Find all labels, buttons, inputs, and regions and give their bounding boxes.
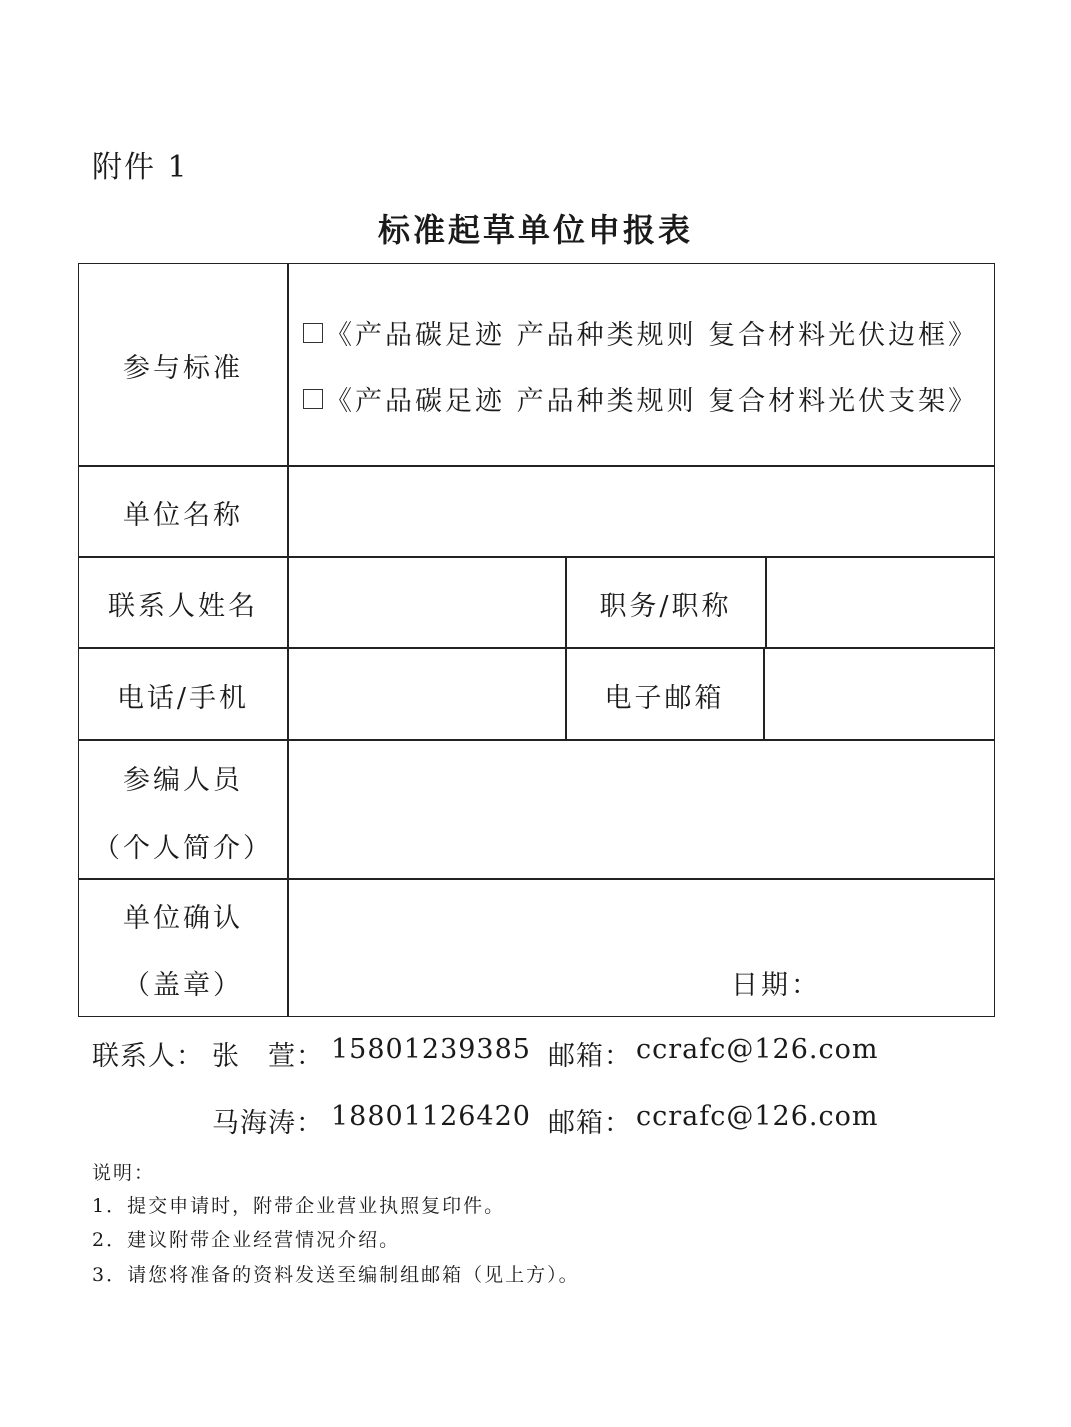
contact-email[interactable]: ccrafc@126.com bbox=[636, 1101, 879, 1132]
contact-email-label: 邮箱： bbox=[548, 1041, 632, 1072]
note-item: 3．请您将准备的资料发送至编制组邮箱（见上方）。 bbox=[92, 1264, 580, 1286]
notes-heading: 说明： bbox=[92, 1162, 156, 1184]
note-item: 1．提交申请时，附带企业营业执照复印件。 bbox=[92, 1195, 506, 1217]
staff-label: 参编人员 bbox=[123, 765, 243, 796]
standard-option-bracket[interactable] bbox=[303, 379, 978, 418]
note-item: 2．建议附带企业经营情况介绍。 bbox=[92, 1229, 401, 1251]
staff-field[interactable] bbox=[289, 741, 994, 878]
checkbox-icon[interactable] bbox=[303, 323, 323, 343]
form-title: 标准起草单位申报表 bbox=[377, 211, 693, 249]
confirm-sublabel: （盖章） bbox=[123, 970, 243, 1001]
checkbox-icon[interactable] bbox=[303, 389, 323, 409]
standards-label: 参与标准 bbox=[123, 353, 243, 384]
standard-option-frame[interactable] bbox=[303, 313, 978, 352]
contact-email[interactable]: ccrafc@126.com bbox=[636, 1034, 879, 1065]
phone-label: 电话/手机 bbox=[116, 683, 250, 714]
phone-field[interactable] bbox=[289, 649, 565, 739]
contact-phone: 18801126420 bbox=[331, 1101, 531, 1132]
position-label: 职务/职称 bbox=[599, 591, 732, 622]
date-label: 日期： bbox=[731, 970, 821, 1001]
staff-sublabel: （个人简介） bbox=[93, 833, 273, 864]
application-form-table bbox=[78, 263, 995, 1017]
contact-phone: 15801239385 bbox=[331, 1034, 531, 1065]
contact-name-label: 联系人姓名 bbox=[108, 591, 258, 622]
contact-prefix: 联系人： bbox=[92, 1041, 204, 1072]
unit-name-label: 单位名称 bbox=[123, 500, 243, 531]
seal-field[interactable] bbox=[289, 880, 994, 1016]
standard-option-label: 《产品碳足迹 产品种类规则 复合材料光伏支架》 bbox=[325, 386, 979, 417]
attachment-label: 附件 1 bbox=[92, 150, 189, 185]
unit-name-field[interactable] bbox=[289, 467, 994, 556]
confirm-label: 单位确认 bbox=[123, 903, 243, 934]
contact-email-label: 邮箱： bbox=[548, 1108, 632, 1139]
email-field[interactable] bbox=[765, 649, 994, 739]
standard-option-label: 《产品碳足迹 产品种类规则 复合材料光伏边框》 bbox=[325, 320, 979, 351]
position-field[interactable] bbox=[767, 558, 994, 647]
contact-name: 张 萱： bbox=[212, 1041, 324, 1072]
contact-name: 马海涛： bbox=[212, 1108, 324, 1139]
email-label: 电子邮箱 bbox=[604, 683, 725, 714]
contact-name-field[interactable] bbox=[289, 558, 565, 647]
